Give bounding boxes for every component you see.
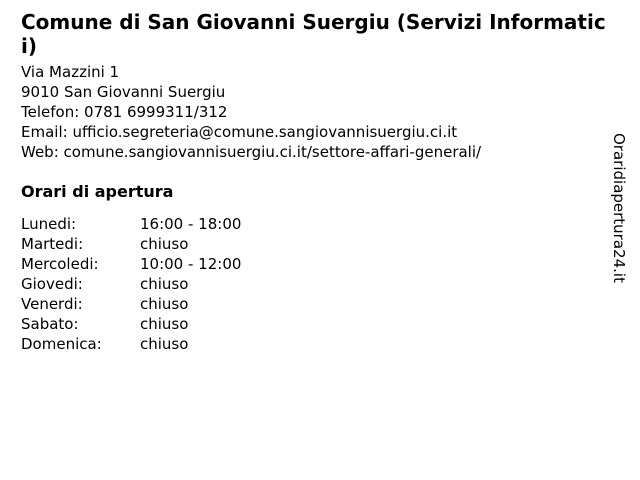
day-label: Venerdi: [21,295,83,313]
opening-hours-heading: Orari di apertura [21,182,174,201]
hours-row [21,294,621,314]
hours-row [21,234,621,254]
day-label: Sabato: [21,315,79,333]
opening-hours-table [21,214,621,354]
day-label: Martedi: [21,235,84,253]
email-line: Email: ufficio.segreteria@comune.sangiovannisuergiu.ci.it [21,123,458,141]
day-hours-value: chiuso [140,275,189,293]
hours-row [21,254,621,274]
phone-line: Telefon: 0781 6999311/312 [21,103,228,121]
day-hours-value: chiuso [140,295,189,313]
address-city-line: 9010 San Giovanni Suergiu [21,83,226,101]
hours-row [21,274,621,294]
hours-row [21,214,621,234]
day-hours-value: 10:00 - 12:00 [140,255,242,273]
day-hours-value: 16:00 - 18:00 [140,215,242,233]
page-title: Comune di San Giovanni Suergiu (Servizi Informatici) [21,10,606,58]
day-hours-value: chiuso [140,315,189,333]
hours-row [21,314,621,334]
day-label: Mercoledi: [21,255,99,273]
day-label: Lunedi: [21,215,77,233]
contact-info [21,62,621,162]
address-street-line: Via Mazzini 1 [21,63,120,81]
page [21,10,621,354]
hours-row [21,334,621,354]
day-hours-value: chiuso [140,235,189,253]
day-label: Giovedi: [21,275,83,293]
day-hours-value: chiuso [140,335,189,353]
watermark-vertical-text: Oraridiapertura24.it [610,133,628,283]
web-line: Web: comune.sangiovannisuergiu.ci.it/settore-affari-generali/ [21,143,482,161]
day-label: Domenica: [21,335,102,353]
